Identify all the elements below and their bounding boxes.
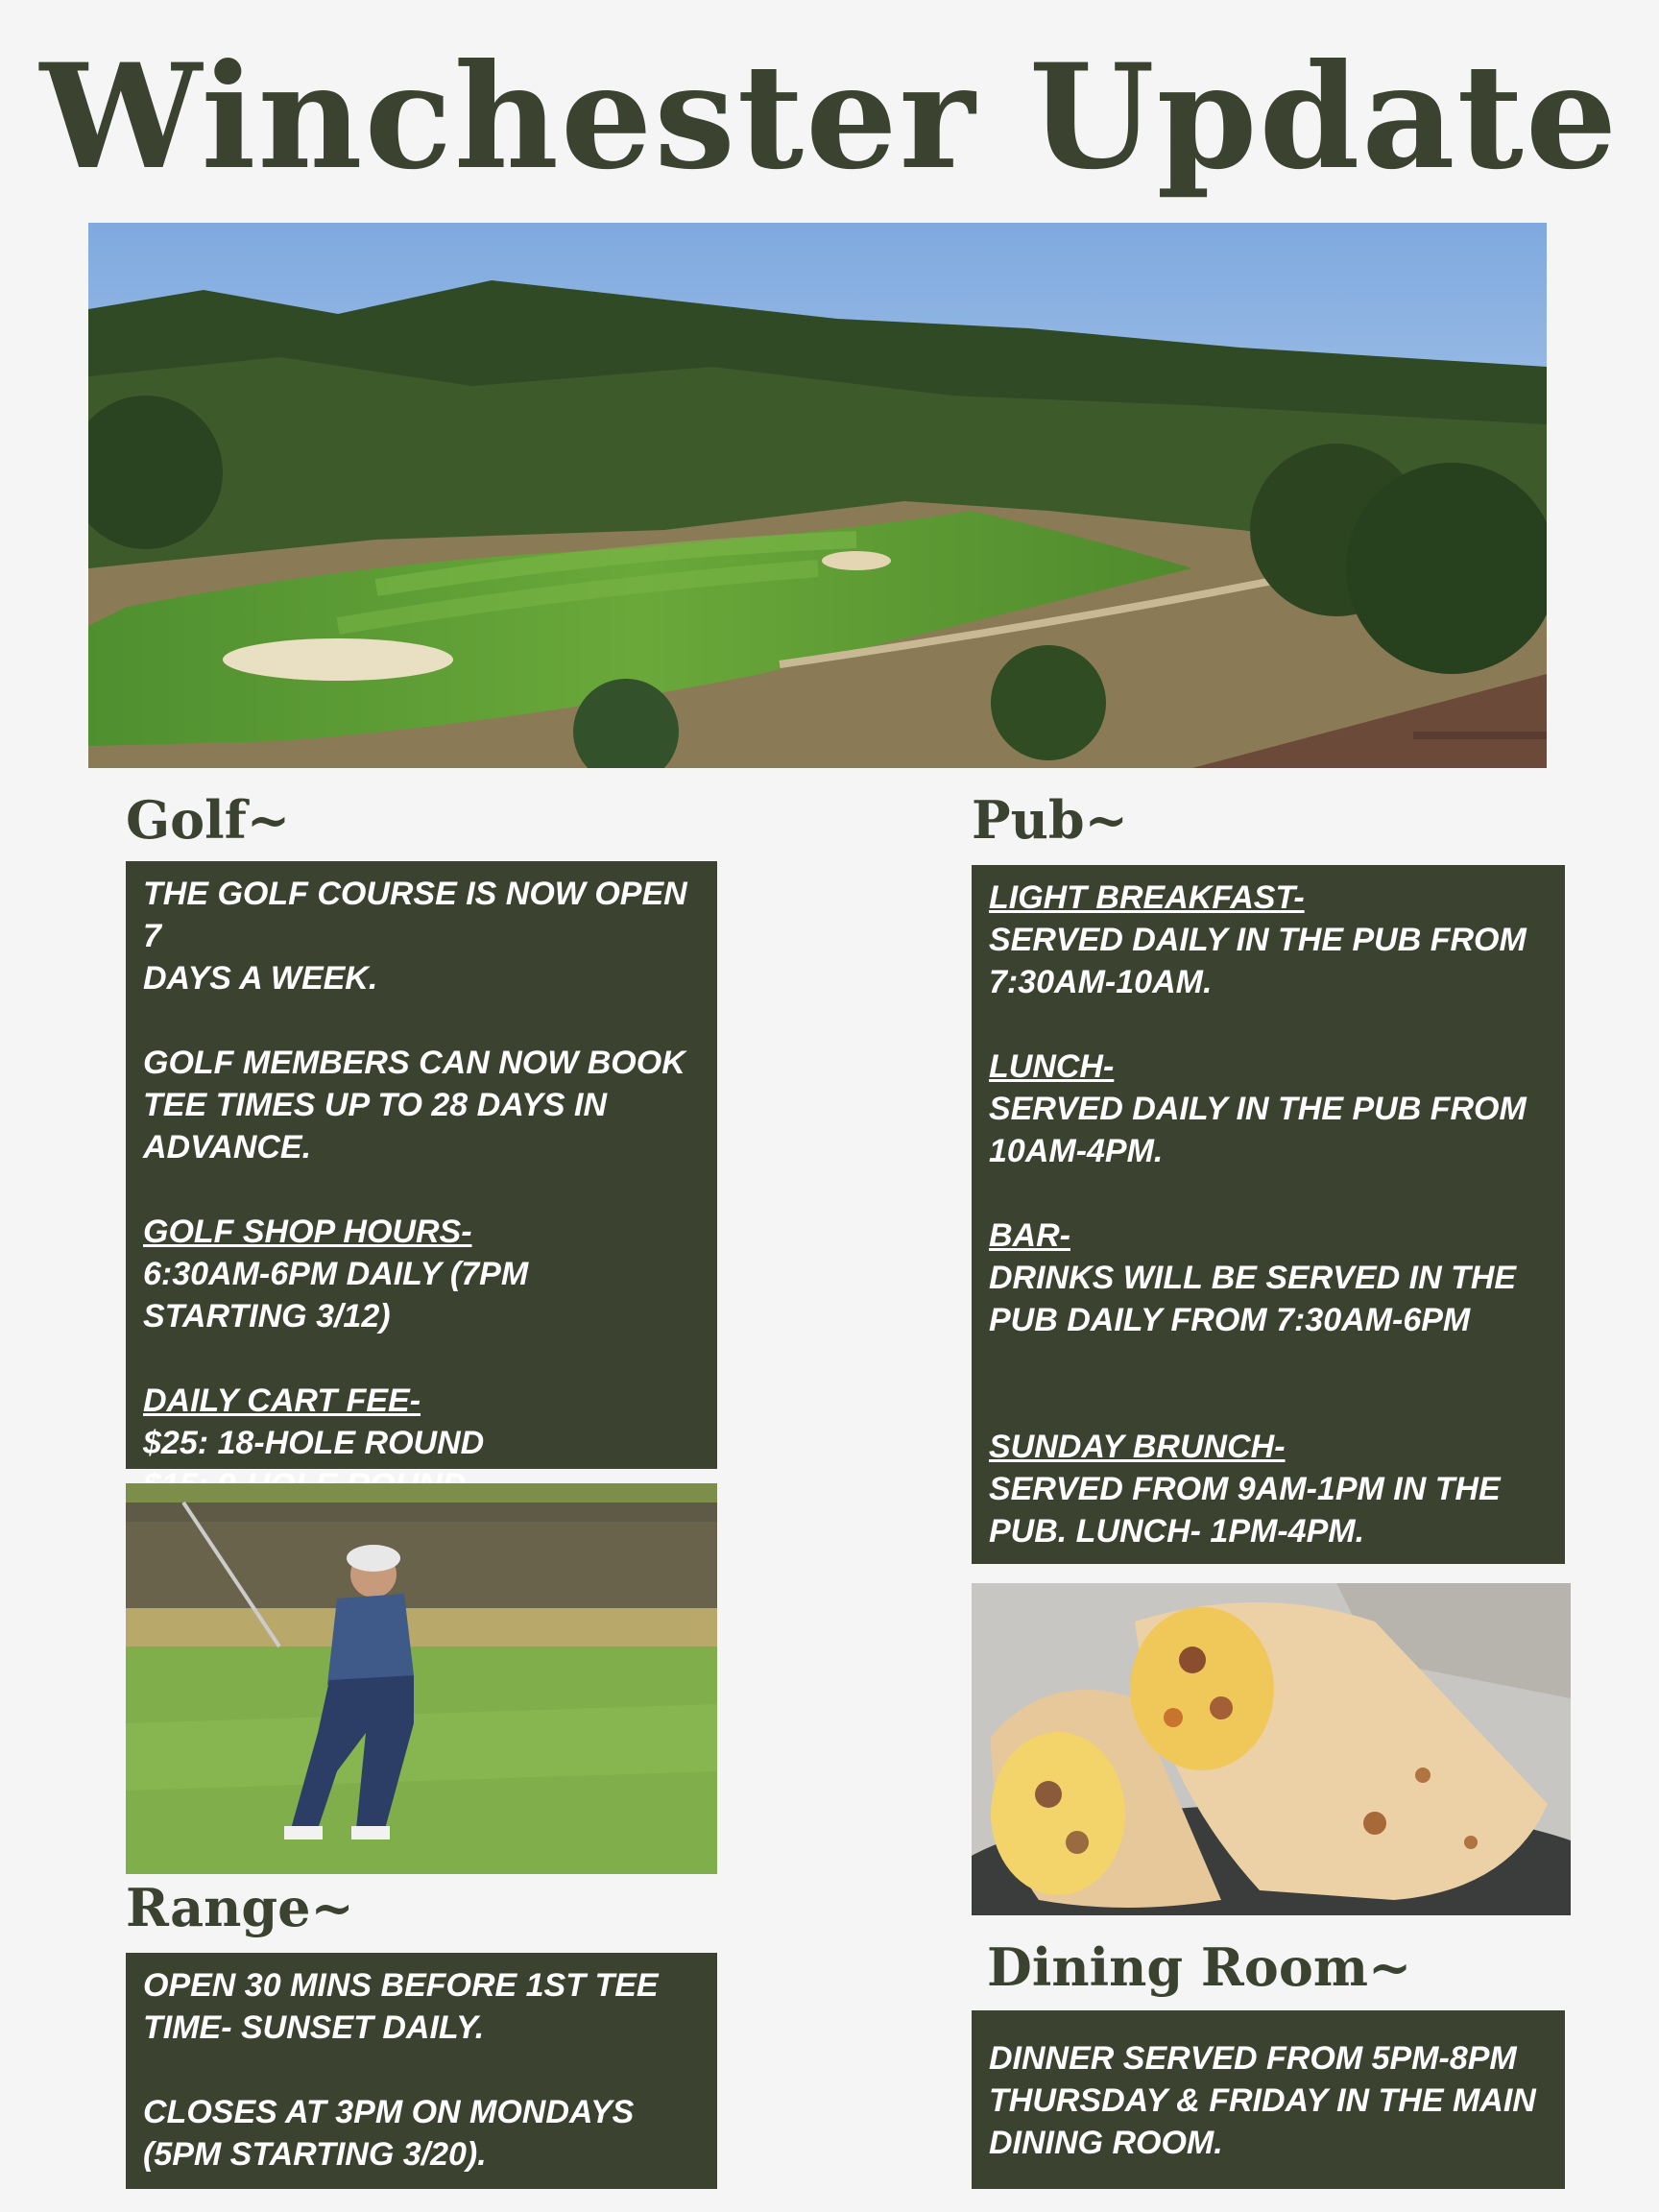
cart-fee-line: $25: 18-HOLE ROUND xyxy=(143,1425,485,1461)
golfer-photo xyxy=(126,1483,717,1874)
golf-line: THE GOLF COURSE IS NOW OPEN 7 xyxy=(143,876,687,954)
pub-info-box xyxy=(972,865,1565,1564)
pub-line: SERVED DAILY IN THE PUB FROM xyxy=(989,922,1527,958)
range-line: TIME- SUNSET DAILY. xyxy=(143,2009,485,2046)
golf-shop-hours-label: GOLF SHOP HOURS- xyxy=(143,1214,472,1250)
pub-line: 7:30AM-10AM. xyxy=(989,964,1213,1000)
burrito-photo xyxy=(972,1583,1571,1915)
pub-line: SERVED DAILY IN THE PUB FROM xyxy=(989,1091,1527,1127)
golf-course-photo xyxy=(88,223,1547,768)
page-title: Winchester Update xyxy=(39,33,1620,202)
dining-room-info-box xyxy=(972,2010,1565,2189)
dining-room-heading: Dining Room~ xyxy=(987,1936,1412,1998)
range-line: OPEN 30 MINS BEFORE 1ST TEE xyxy=(143,1967,659,2004)
pub-line: DRINKS WILL BE SERVED IN THE xyxy=(989,1260,1517,1296)
bar-label: BAR- xyxy=(989,1217,1070,1254)
dining-line: THURSDAY & FRIDAY IN THE MAIN xyxy=(989,2082,1536,2119)
golf-line: GOLF MEMBERS CAN NOW BOOK xyxy=(143,1045,685,1081)
golf-shop-hours-line: STARTING 3/12) xyxy=(143,1298,391,1334)
daily-cart-fee-label: DAILY CART FEE- xyxy=(143,1382,421,1419)
pub-line: PUB DAILY FROM 7:30AM-6PM xyxy=(989,1302,1471,1338)
range-heading: Range~ xyxy=(126,1877,354,1938)
golf-heading: Golf~ xyxy=(126,789,291,851)
pub-heading: Pub~ xyxy=(972,789,1128,851)
lunch-label: LUNCH- xyxy=(989,1048,1115,1085)
pub-line: PUB. LUNCH- 1PM-4PM. xyxy=(989,1513,1365,1550)
pub-line: SERVED FROM 9AM-1PM IN THE xyxy=(989,1471,1501,1507)
range-info-box xyxy=(126,1953,717,2189)
range-line: (5PM STARTING 3/20). xyxy=(143,2136,487,2173)
pub-line: 10AM-4PM. xyxy=(989,1133,1164,1169)
golf-line: ADVANCE. xyxy=(143,1129,312,1166)
dining-line: DINING ROOM. xyxy=(989,2125,1223,2161)
dining-line: DINNER SERVED FROM 5PM-8PM xyxy=(989,2040,1517,2077)
light-breakfast-label: LIGHT BREAKFAST- xyxy=(989,879,1305,916)
range-line: CLOSES AT 3PM ON MONDAYS xyxy=(143,2094,635,2130)
golf-info-box xyxy=(126,861,717,1469)
golf-line: TEE TIMES UP TO 28 DAYS IN xyxy=(143,1087,608,1123)
golf-shop-hours-line: 6:30AM-6PM DAILY (7PM xyxy=(143,1256,529,1292)
golf-line: DAYS A WEEK. xyxy=(143,960,378,997)
sunday-brunch-label: SUNDAY BRUNCH- xyxy=(989,1429,1286,1465)
